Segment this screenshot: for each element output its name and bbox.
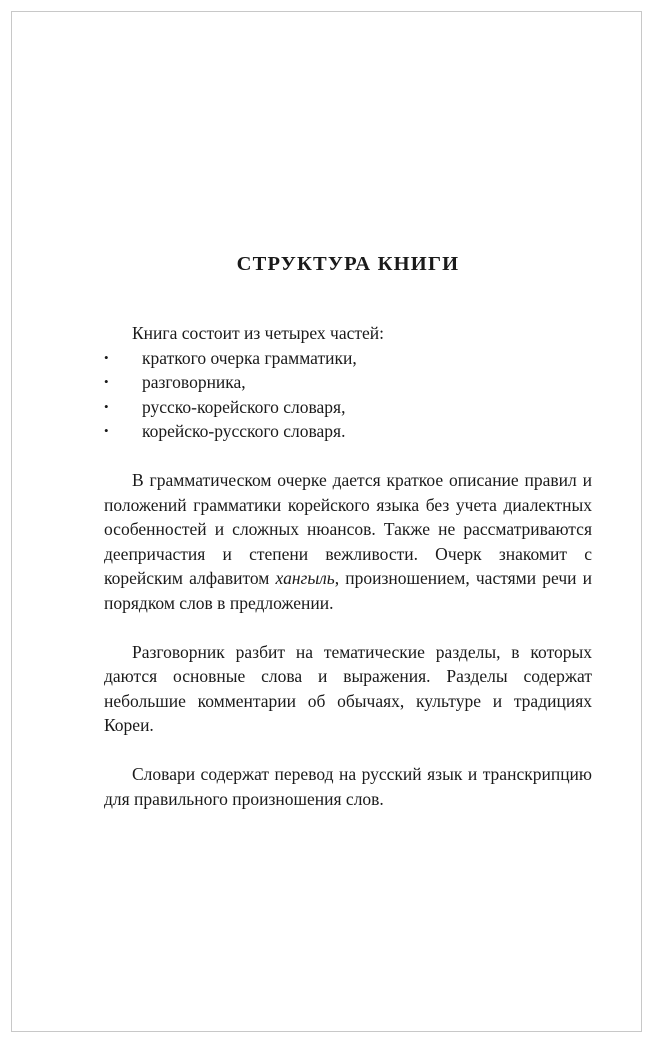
list-item: • разговорника,	[104, 370, 592, 395]
list-item: • русско-корейского словаря,	[104, 395, 592, 420]
parts-list	[104, 346, 592, 444]
grammar-paragraph: В грамматическом очерке дается краткое описание правил и положений грамматики корейского языка без учета диалектных особенностей и сложных нюансов. Также не рассматриваются деепричастия и степени вежливости. Очерк знакомит с корейским алфавитом хангыль, произношением, частями речи и порядком слов в предложении.	[104, 470, 592, 613]
bullet-icon: •	[104, 374, 109, 389]
bullet-icon: •	[104, 423, 109, 438]
page-title: СТРУКТУРА КНИГИ	[236, 253, 460, 275]
bullet-icon: •	[104, 349, 109, 365]
intro-line: Книга состоит из четырех частей:	[132, 323, 385, 343]
dictionaries-paragraph: Словари содержат перевод на русский язык и транскрипцию для правильного произношения слов.	[104, 764, 592, 809]
list-item: • краткого очерка грамматики,	[104, 346, 592, 371]
hangul-term: хангыль	[275, 568, 335, 588]
list-item: • корейско-русского словаря.	[104, 419, 592, 444]
page-content	[104, 248, 592, 811]
phrasebook-paragraph: Разговорник разбит на тематические разделы, в которых даются основные слова и выражения. Разделы содержат небольшие комментарии об обычаях, культуре и традициях Кореи.	[104, 641, 592, 735]
bullet-icon: •	[104, 398, 109, 414]
